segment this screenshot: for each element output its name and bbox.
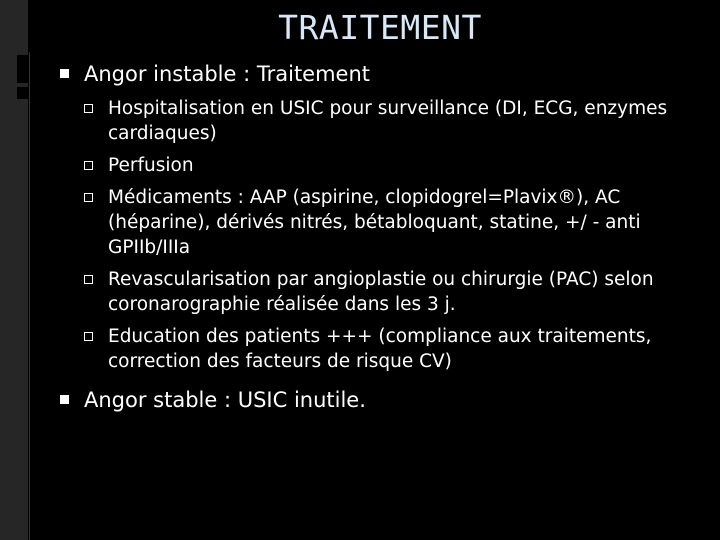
side-bar-accent (17, 55, 28, 83)
bullet-text: Angor stable : USIC inutile. (84, 388, 366, 412)
sub-bullet-text: Revascularisation par angioplastie ou chirurgie (PAC) selon coronarographie réalisée dans les 3 j. (108, 269, 654, 315)
sub-bullet-item (84, 324, 685, 374)
sub-bullet-text: Médicaments : AAP (aspirine, clopidogrel=Plavix®), AC (héparine), dérivés nitrés, bétabloquant, statine, +/ - anti GPIIb/IIIa (108, 187, 641, 258)
sub-bullet-item (84, 185, 685, 260)
square-bullet-icon (60, 69, 69, 78)
sub-bullet-item (84, 153, 685, 178)
slide-content (60, 58, 685, 416)
sub-bullet-text: Education des patients +++ (compliance aux traitements, correction des facteurs de risque CV) (108, 326, 652, 372)
bullet-text: Angor instable : Traitement (84, 62, 371, 86)
side-divider-line (29, 52, 30, 540)
bullet-item-angor-stable (60, 384, 685, 416)
slide-title: TRAITEMENT (278, 8, 482, 47)
side-decoration-bar (0, 0, 28, 540)
hollow-square-bullet-icon (84, 193, 93, 202)
bullet-item-angor-instable (60, 58, 685, 90)
hollow-square-bullet-icon (84, 332, 93, 341)
square-bullet-icon (60, 395, 69, 404)
hollow-square-bullet-icon (84, 104, 93, 113)
hollow-square-bullet-icon (84, 275, 93, 284)
side-bar-accent (17, 87, 28, 99)
sub-bullet-text: Perfusion (108, 155, 194, 176)
sub-bullet-item (84, 96, 685, 146)
sub-bullet-list (84, 96, 685, 374)
sub-bullet-item (84, 267, 685, 317)
hollow-square-bullet-icon (84, 161, 93, 170)
sub-bullet-text: Hospitalisation en USIC pour surveillance (DI, ECG, enzymes cardiaques) (108, 98, 668, 144)
